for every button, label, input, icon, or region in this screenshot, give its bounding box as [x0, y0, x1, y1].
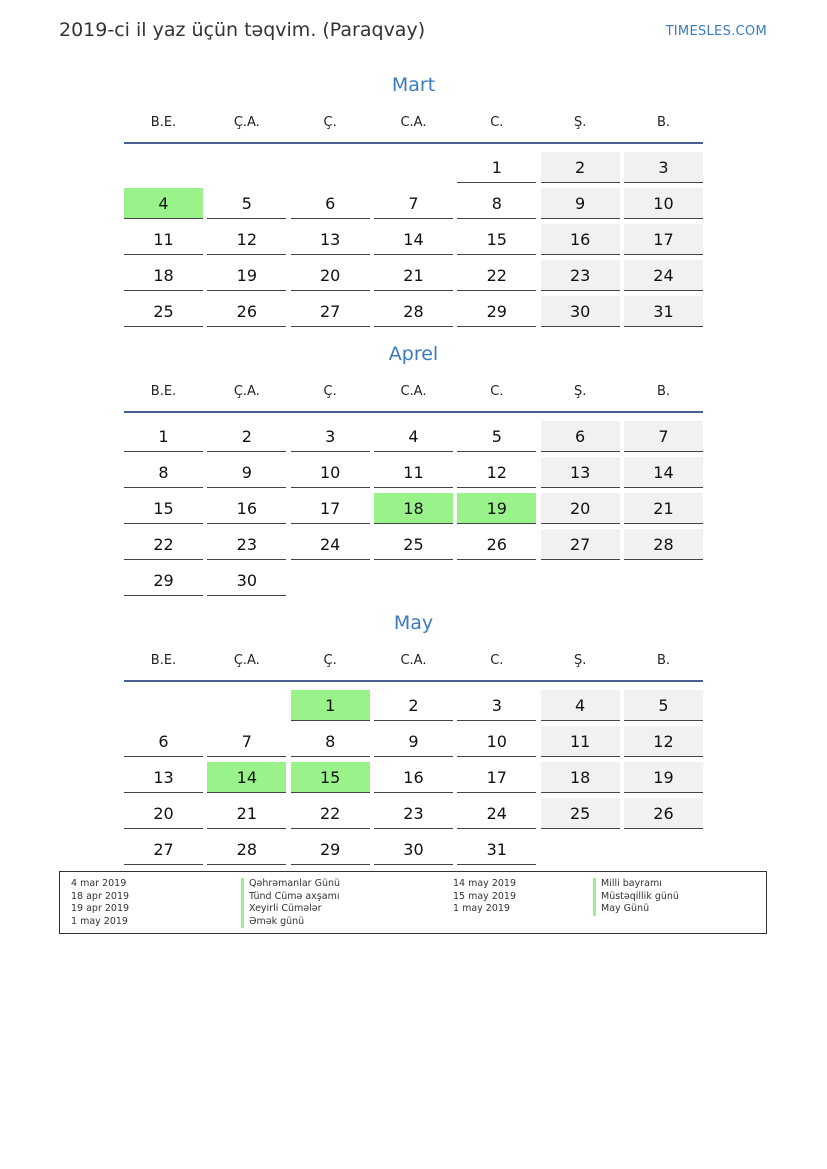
day-cell: 10: [291, 457, 370, 488]
day-cell: 4: [124, 188, 203, 219]
day-cell: 22: [291, 798, 370, 829]
day-cell: 20: [124, 798, 203, 829]
day-cell: 19: [207, 260, 286, 291]
legend-date: 14 may 2019: [453, 878, 517, 889]
legend-right-dates: [453, 878, 516, 916]
day-cell: 8: [457, 188, 536, 219]
month-block: [124, 70, 703, 328]
empty-day-cell: [374, 565, 453, 596]
day-cell: 11: [374, 457, 453, 488]
day-cell: 15: [291, 762, 370, 793]
day-cell: 7: [624, 421, 703, 452]
empty-day-cell: [207, 690, 286, 721]
week-row: [124, 489, 703, 525]
week-row: [124, 184, 703, 220]
day-cell: 19: [457, 493, 536, 524]
day-cell: 3: [624, 152, 703, 183]
day-cell: 30: [207, 565, 286, 596]
day-cell: 11: [541, 726, 620, 757]
weekday-label: Ç.A.: [233, 653, 260, 668]
day-cell: 26: [457, 529, 536, 560]
day-cell: 15: [457, 224, 536, 255]
day-cell: 16: [207, 493, 286, 524]
day-cell: 30: [541, 296, 620, 327]
day-cell: 25: [124, 296, 203, 327]
weekday-label: B.: [656, 115, 670, 130]
day-cell: 17: [624, 224, 703, 255]
day-cell: 30: [374, 834, 453, 865]
day-cell: 29: [124, 565, 203, 596]
day-cell: 21: [207, 798, 286, 829]
day-cell: 21: [374, 260, 453, 291]
week-row: [124, 220, 703, 256]
day-cell: 31: [457, 834, 536, 865]
week-row: [124, 148, 703, 184]
month-block: [124, 608, 703, 866]
week-row: [124, 453, 703, 489]
day-cell: 22: [124, 529, 203, 560]
week-row: [124, 561, 703, 597]
legend-holiday-name: May Günü: [593, 903, 679, 916]
legend-holiday-name: Milli bayramı: [593, 878, 679, 891]
day-cell: 6: [541, 421, 620, 452]
day-cell: 27: [291, 296, 370, 327]
day-cell: 8: [291, 726, 370, 757]
day-cell: 9: [207, 457, 286, 488]
day-cell: 13: [541, 457, 620, 488]
empty-day-cell: [457, 565, 536, 596]
empty-day-cell: [291, 152, 370, 183]
day-cell: 21: [624, 493, 703, 524]
week-row: [124, 686, 703, 722]
day-cell: 14: [207, 762, 286, 793]
day-cell: 23: [374, 798, 453, 829]
day-cell: 31: [624, 296, 703, 327]
weekday-label: C.: [490, 653, 504, 668]
weekday-label: Ş.: [573, 115, 587, 130]
day-cell: 7: [207, 726, 286, 757]
day-cell: 28: [207, 834, 286, 865]
weekday-header: [124, 650, 703, 682]
day-cell: 15: [124, 493, 203, 524]
day-cell: 28: [374, 296, 453, 327]
week-row: [124, 292, 703, 328]
week-row: [124, 417, 703, 453]
day-cell: 7: [374, 188, 453, 219]
week-row: [124, 830, 703, 866]
legend-holiday-name: Tünd Cümə axşamı: [241, 891, 340, 904]
legend-date: 15 may 2019: [453, 890, 517, 902]
weekday-label: C.A.: [400, 653, 427, 668]
day-cell: 5: [624, 690, 703, 721]
day-cell: 25: [374, 529, 453, 560]
day-cell: 17: [457, 762, 536, 793]
weekday-label: C.A.: [400, 115, 427, 130]
weekday-label: Ç.: [323, 384, 337, 399]
day-cell: 27: [124, 834, 203, 865]
weekday-label: Ç.: [323, 115, 337, 130]
day-cell: 3: [291, 421, 370, 452]
day-cell: 18: [541, 762, 620, 793]
empty-day-cell: [541, 834, 620, 865]
day-cell: 24: [457, 798, 536, 829]
day-cell: 14: [374, 224, 453, 255]
empty-day-cell: [207, 152, 286, 183]
day-cell: 6: [124, 726, 203, 757]
weekday-label: Ç.A.: [233, 384, 260, 399]
day-cell: 12: [207, 224, 286, 255]
day-cell: 12: [624, 726, 703, 757]
day-cell: 20: [291, 260, 370, 291]
empty-day-cell: [374, 152, 453, 183]
holiday-legend: [59, 871, 767, 934]
empty-day-cell: [124, 152, 203, 183]
day-cell: 24: [624, 260, 703, 291]
empty-day-cell: [624, 834, 703, 865]
week-row: [124, 758, 703, 794]
weekday-label: B.E.: [150, 384, 177, 399]
day-cell: 23: [207, 529, 286, 560]
page-title: 2019-ci il yaz üçün təqvim. (Paraqvay): [59, 19, 426, 41]
weekday-label: Ş.: [573, 384, 587, 399]
day-cell: 5: [207, 188, 286, 219]
day-cell: 10: [457, 726, 536, 757]
day-cell: 1: [457, 152, 536, 183]
day-cell: 29: [457, 296, 536, 327]
weekday-label: Ç.A.: [233, 115, 260, 130]
day-cell: 20: [541, 493, 620, 524]
day-cell: 25: [541, 798, 620, 829]
empty-day-cell: [124, 690, 203, 721]
day-cell: 19: [624, 762, 703, 793]
day-cell: 1: [124, 421, 203, 452]
day-cell: 5: [457, 421, 536, 452]
day-cell: 17: [291, 493, 370, 524]
day-cell: 22: [457, 260, 536, 291]
day-cell: 13: [291, 224, 370, 255]
weekday-header: [124, 381, 703, 413]
day-cell: 13: [124, 762, 203, 793]
legend-date: 1 may 2019: [453, 903, 510, 914]
day-cell: 14: [624, 457, 703, 488]
empty-day-cell: [541, 565, 620, 596]
day-cell: 28: [624, 529, 703, 560]
week-row: [124, 525, 703, 561]
legend-left-dates: [71, 878, 129, 928]
empty-day-cell: [624, 565, 703, 596]
weekday-label: C.: [490, 384, 504, 399]
day-cell: 6: [291, 188, 370, 219]
day-cell: 16: [374, 762, 453, 793]
week-row: [124, 722, 703, 758]
day-cell: 2: [374, 690, 453, 721]
legend-date: 18 apr 2019: [71, 890, 130, 902]
week-row: [124, 794, 703, 830]
weekday-label: B.E.: [150, 115, 177, 130]
weekday-header: [124, 112, 703, 144]
month-block: [124, 339, 703, 597]
week-row: [124, 256, 703, 292]
day-cell: 10: [624, 188, 703, 219]
day-cell: 9: [541, 188, 620, 219]
empty-day-cell: [291, 565, 370, 596]
day-cell: 27: [541, 529, 620, 560]
day-cell: 2: [207, 421, 286, 452]
day-cell: 24: [291, 529, 370, 560]
month-title: May: [393, 612, 434, 634]
day-cell: 3: [457, 690, 536, 721]
legend-right-names: [593, 878, 679, 916]
weekday-label: Ç.: [323, 653, 337, 668]
brand-link[interactable]: TIMESLES.COM: [665, 24, 767, 39]
day-cell: 1: [291, 690, 370, 721]
legend-date: 4 mar 2019: [71, 878, 127, 889]
day-cell: 26: [624, 798, 703, 829]
day-cell: 18: [374, 493, 453, 524]
day-cell: 23: [541, 260, 620, 291]
weekday-label: Ş.: [573, 653, 587, 668]
legend-left-names: [241, 878, 340, 928]
day-cell: 4: [541, 690, 620, 721]
legend-date: 1 may 2019: [71, 915, 128, 927]
weekday-label: C.A.: [400, 384, 427, 399]
day-cell: 26: [207, 296, 286, 327]
weekday-label: C.: [490, 115, 504, 130]
day-cell: 11: [124, 224, 203, 255]
day-cell: 18: [124, 260, 203, 291]
month-title: Mart: [391, 74, 436, 96]
day-cell: 8: [124, 457, 203, 488]
month-title: Aprel: [388, 343, 439, 365]
weekday-label: B.E.: [150, 653, 177, 668]
legend-holiday-name: Müstəqillik günü: [593, 891, 679, 904]
legend-holiday-name: Qəhrəmanlar Günü: [241, 878, 340, 891]
day-cell: 16: [541, 224, 620, 255]
day-grid: [124, 148, 703, 328]
legend-holiday-name: Xeyirli Cümələr: [241, 903, 340, 916]
day-grid: [124, 686, 703, 866]
day-cell: 2: [541, 152, 620, 183]
legend-holiday-name: Əmək günü: [241, 916, 340, 929]
day-cell: 12: [457, 457, 536, 488]
day-cell: 9: [374, 726, 453, 757]
day-grid: [124, 417, 703, 597]
day-cell: 29: [291, 834, 370, 865]
legend-date: 19 apr 2019: [71, 903, 130, 914]
weekday-label: B.: [656, 653, 670, 668]
day-cell: 4: [374, 421, 453, 452]
weekday-label: B.: [656, 384, 670, 399]
